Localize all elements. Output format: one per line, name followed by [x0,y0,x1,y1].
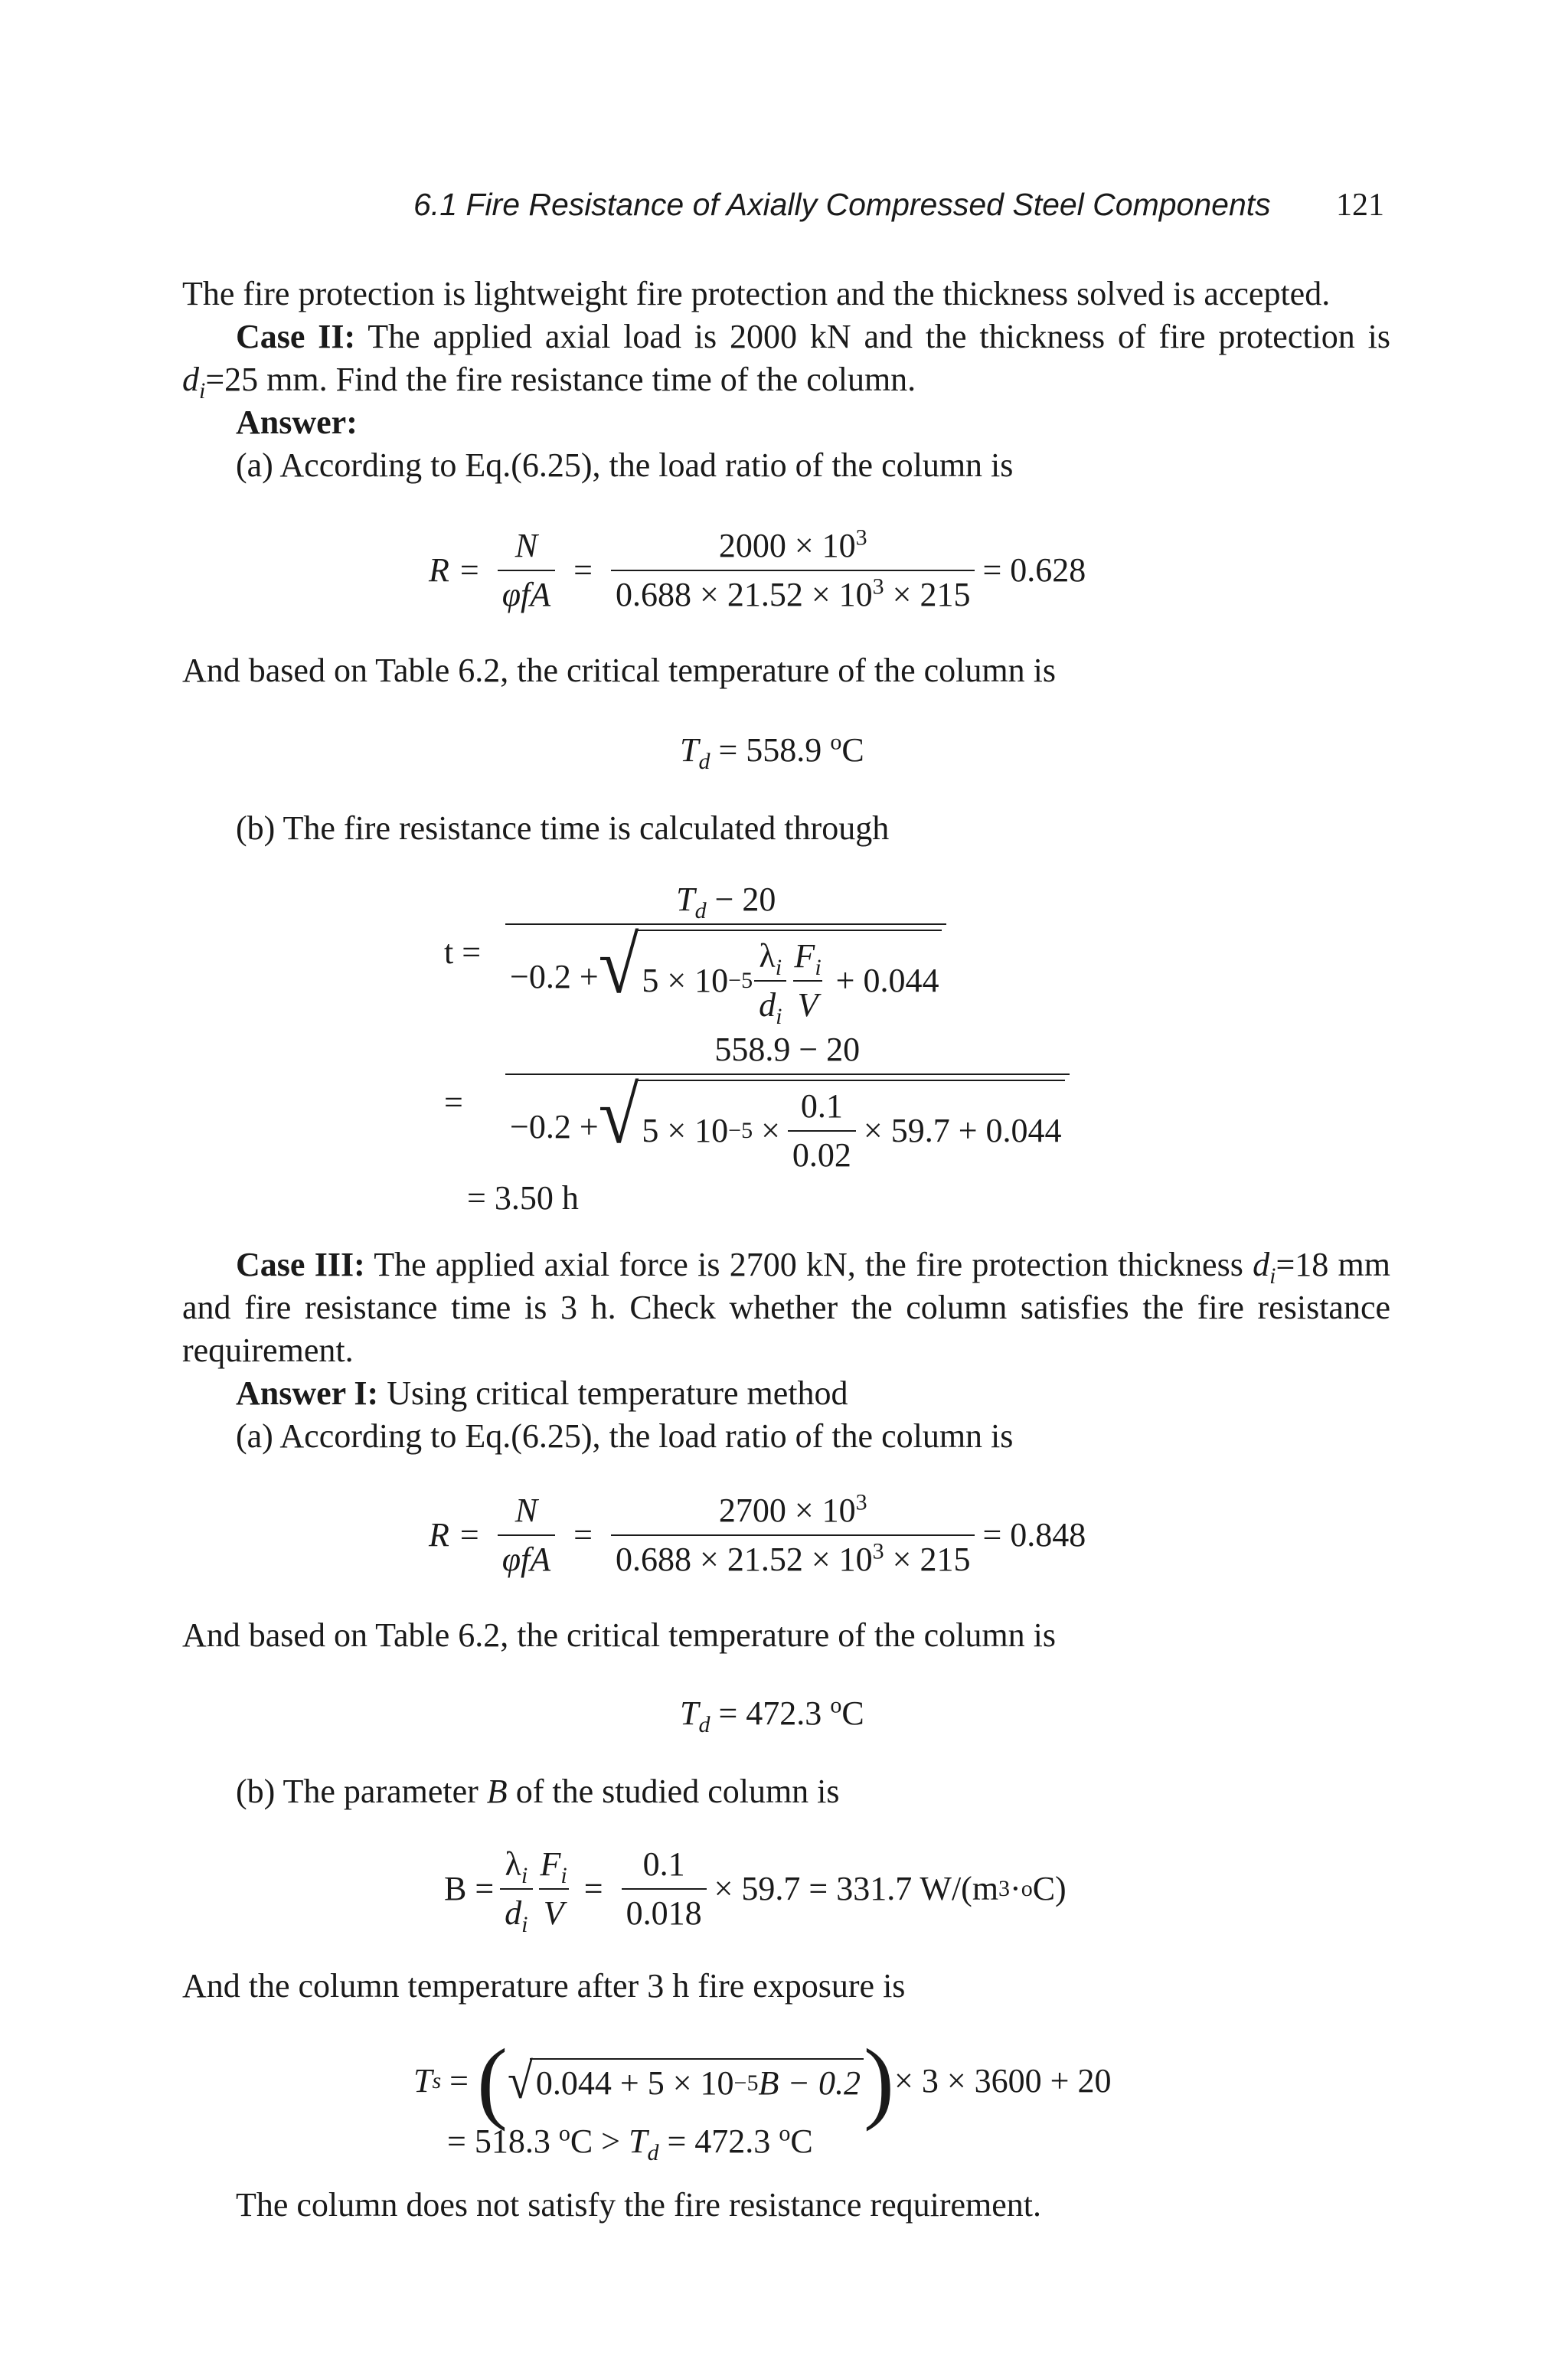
step-a2-text: (a) According to Eq.(6.25), the load ratio of the column is [236,1417,1014,1455]
paragraph-accepted: The fire protection is lightweight fire protection and the thickness solved is accepted. [182,275,1331,312]
temp-text: And the column temperature after 3 h fire exposure is [182,1967,906,2005]
answer-i-line: Answer I: Using critical temperature method [236,1374,848,1412]
equation-critical-temp-2: $T_d = 472.3$ $^o$C [680,1692,864,1737]
page-number: 121 [1336,188,1384,223]
case-ii-text-a: The applied axial load is 2000 kN and the thickness of fire protection is [368,318,1390,355]
case-ii-paragraph: Case II: The applied axial load is 2000 kN and the thickness of fire protection is $d_i=25$ mm. Find the fire resistance time of the column. [182,318,1390,404]
equation-column-temperature: T s = ( √ 0.044 + 5 × 10 −5 B − 0.2 ) × 3 × 3600 + 20 = 518.3 $^oC > T_d = 472.3$ $^o$C [413,2030,1112,2165]
case-iii-paragraph: Case III: The applied axial force is 2700 kN, the fire protection thickness $d_i=18$ mm and fire resistance time is 3 h. Check whether the column satisfies the fire resistance requirement. [182,1246,1391,1369]
equation-critical-temp-1: $T_d = 558.9$ $^o$C [680,729,864,774]
step-a-text: (a) According to Eq.(6.25), the load ratio of the column is [236,446,1014,484]
table-text-2: And based on Table 6.2, the critical temperature of the column is [182,1616,1056,1654]
table-text-1: And based on Table 6.2, the critical temperature of the column is [182,652,1056,689]
step-b-time-text: (b) The fire resistance time is calculated through [236,809,890,847]
case-ii-text-b: =25 mm. Find the fire resistance time of the column. [205,361,916,398]
equation-load-ratio-2: R = $\frac{N}{\text{φfA}}$ = $\frac{2700 \times 10^3}{0.688 \times 21.52 \times 10^3 \times 215}$ = 0.848 [429,1489,1086,1578]
conclusion-text: The column does not satisfy the fire resistance requirement. [236,2186,1041,2224]
equation-parameter-b: B = $\frac{\lambda_i}{d_i}$ $\frac{F_i}{V}$ = $\frac{0.1}{0.018}$ × 59.7 = 331.7 W/(m 3 · o C) [444,1845,1067,1937]
case-iii-label: Case III: [236,1246,365,1283]
step-b-param-text: (b) The parameter B of the studied column is [236,1773,840,1810]
equation-load-ratio-1: R = $\frac{N}{\text{φfA}}$ = $\frac{2000 \times 10^3}{0.688 \times 21.52 \times 10^3 \times 215}$ = 0.628 [429,524,1086,613]
answer-label: Answer: [236,404,358,441]
equation-fire-resistance-time: t = $T_d - 20$ −0.2 + √ 5 × 10 −5 $\frac{\lambda_i}{d_i}$ $\frac{F_i}{V}$ + 0.044 = 558.9 − 20 −0.2 + √ 5 × 10 −5 × $\frac{0.1}{0.02}$ × 59.7 + 0.044 = 3.50 h [444,881,1070,1217]
running-header: 6.1 Fire Resistance of Axially Compressed Steel Components [413,187,1271,222]
case-ii-label: Case II: [236,318,356,355]
